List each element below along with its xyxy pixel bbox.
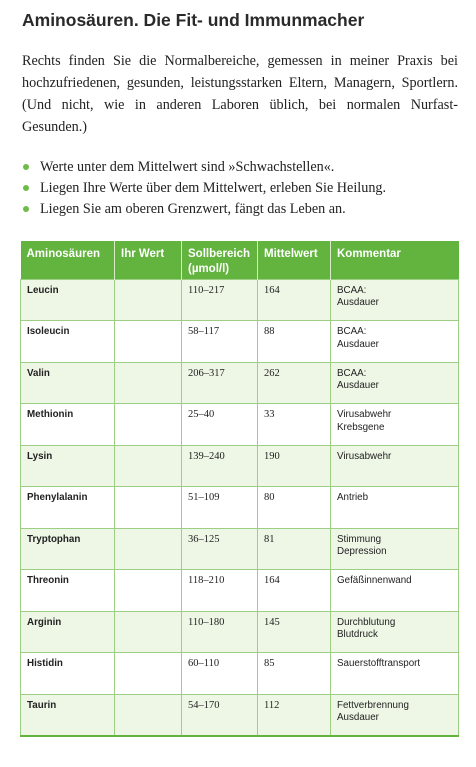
cell-kommentar: Virusabwehr xyxy=(331,445,459,487)
cell-amino-acid-name: Phenylalanin xyxy=(21,487,115,529)
cell-sollbereich: 54–170 xyxy=(182,694,258,736)
cell-ihr-wert[interactable] xyxy=(115,279,182,321)
table-row xyxy=(21,487,459,529)
bullet-text: Liegen Ihre Werte über dem Mittelwert, erleben Sie Heilung. xyxy=(40,180,387,196)
cell-amino-acid-name: Valin xyxy=(21,362,115,404)
bullet-text: Werte unter dem Mittelwert sind »Schwachstellen«. xyxy=(40,159,335,175)
cell-ihr-wert[interactable] xyxy=(115,611,182,653)
cell-sollbereich: 36–125 xyxy=(182,528,258,570)
cell-sollbereich: 118–210 xyxy=(182,570,258,612)
cell-mittelwert: 80 xyxy=(258,487,331,529)
table-row xyxy=(21,445,459,487)
cell-amino-acid-name: Threonin xyxy=(21,570,115,612)
table-row xyxy=(21,362,459,404)
page-title: Aminosäuren. Die Fit- und Immunmacher xyxy=(22,10,365,30)
table-row xyxy=(21,653,459,695)
cell-amino-acid-name: Methionin xyxy=(21,404,115,446)
cell-sollbereich: 60–110 xyxy=(182,653,258,695)
table-row xyxy=(21,570,459,612)
cell-ihr-wert[interactable] xyxy=(115,321,182,363)
table-body xyxy=(21,279,459,736)
cell-mittelwert: 33 xyxy=(258,404,331,446)
cell-mittelwert: 85 xyxy=(258,653,331,695)
cell-amino-acid-name: Leucin xyxy=(21,279,115,321)
intro-paragraph: Rechts finden Sie die Normalbereiche, gemessen in meiner Praxis bei hochzufriedenen, gesunden, leistungsstarken Eltern, Managern, Sportlern. (Und nicht, wie in anderen Laboren üblich, bei normalen Nurfast-Gesunden.) xyxy=(22,53,458,135)
cell-mittelwert: 145 xyxy=(258,611,331,653)
cell-sollbereich: 51–109 xyxy=(182,487,258,529)
table-row xyxy=(21,404,459,446)
cell-amino-acid-name: Isoleucin xyxy=(21,321,115,363)
cell-ihr-wert[interactable] xyxy=(115,653,182,695)
cell-mittelwert: 164 xyxy=(258,279,331,321)
cell-ihr-wert[interactable] xyxy=(115,404,182,446)
column-header-kommentar: Kommentar xyxy=(331,241,459,279)
cell-sollbereich: 110–217 xyxy=(182,279,258,321)
table-row xyxy=(21,528,459,570)
cell-kommentar: Stimmung Depression xyxy=(331,528,459,570)
cell-kommentar: Virusabwehr Krebsgene xyxy=(331,404,459,446)
cell-sollbereich: 139–240 xyxy=(182,445,258,487)
bullet-list xyxy=(22,157,386,220)
cell-amino-acid-name: Lysin xyxy=(21,445,115,487)
column-header-aminosaeuren: Aminosäuren xyxy=(21,241,115,279)
cell-kommentar: Sauerstofftransport xyxy=(331,653,459,695)
bullet-dot-icon xyxy=(23,185,29,191)
cell-amino-acid-name: Arginin xyxy=(21,611,115,653)
bullet-item xyxy=(22,157,386,178)
cell-kommentar: Gefäßinnenwand xyxy=(331,570,459,612)
cell-mittelwert: 190 xyxy=(258,445,331,487)
bullet-text: Liegen Sie am oberen Grenzwert, fängt das Leben an. xyxy=(40,201,346,217)
cell-mittelwert: 262 xyxy=(258,362,331,404)
cell-kommentar: Fettverbrennung Ausdauer xyxy=(331,694,459,736)
cell-sollbereich: 58–117 xyxy=(182,321,258,363)
cell-sollbereich: 206–317 xyxy=(182,362,258,404)
cell-mittelwert: 88 xyxy=(258,321,331,363)
cell-mittelwert: 112 xyxy=(258,694,331,736)
column-header-mittelwert: Mittelwert xyxy=(258,241,331,279)
table-row xyxy=(21,321,459,363)
cell-ihr-wert[interactable] xyxy=(115,694,182,736)
cell-ihr-wert[interactable] xyxy=(115,528,182,570)
bullet-item xyxy=(22,178,386,199)
cell-ihr-wert[interactable] xyxy=(115,487,182,529)
bullet-item xyxy=(22,199,386,220)
table-row xyxy=(21,279,459,321)
cell-sollbereich: 110–180 xyxy=(182,611,258,653)
cell-kommentar: BCAA: Ausdauer xyxy=(331,321,459,363)
bullet-dot-icon xyxy=(23,164,29,170)
column-header-ihr-wert: Ihr Wert xyxy=(115,241,182,279)
cell-ihr-wert[interactable] xyxy=(115,570,182,612)
cell-kommentar: Durchblutung Blutdruck xyxy=(331,611,459,653)
table-row xyxy=(21,611,459,653)
cell-sollbereich: 25–40 xyxy=(182,404,258,446)
cell-mittelwert: 81 xyxy=(258,528,331,570)
cell-ihr-wert[interactable] xyxy=(115,445,182,487)
cell-amino-acid-name: Histidin xyxy=(21,653,115,695)
amino-acid-table xyxy=(20,241,459,737)
cell-ihr-wert[interactable] xyxy=(115,362,182,404)
cell-kommentar: Antrieb xyxy=(331,487,459,529)
cell-mittelwert: 164 xyxy=(258,570,331,612)
cell-kommentar: BCAA: Ausdauer xyxy=(331,362,459,404)
cell-kommentar: BCAA: Ausdauer xyxy=(331,279,459,321)
table-row xyxy=(21,694,459,736)
column-header-sollbereich: Sollbereich (µmol/l) xyxy=(182,241,258,279)
cell-amino-acid-name: Tryptophan xyxy=(21,528,115,570)
bullet-dot-icon xyxy=(23,206,29,212)
cell-amino-acid-name: Taurin xyxy=(21,694,115,736)
table-header-row xyxy=(21,241,459,279)
